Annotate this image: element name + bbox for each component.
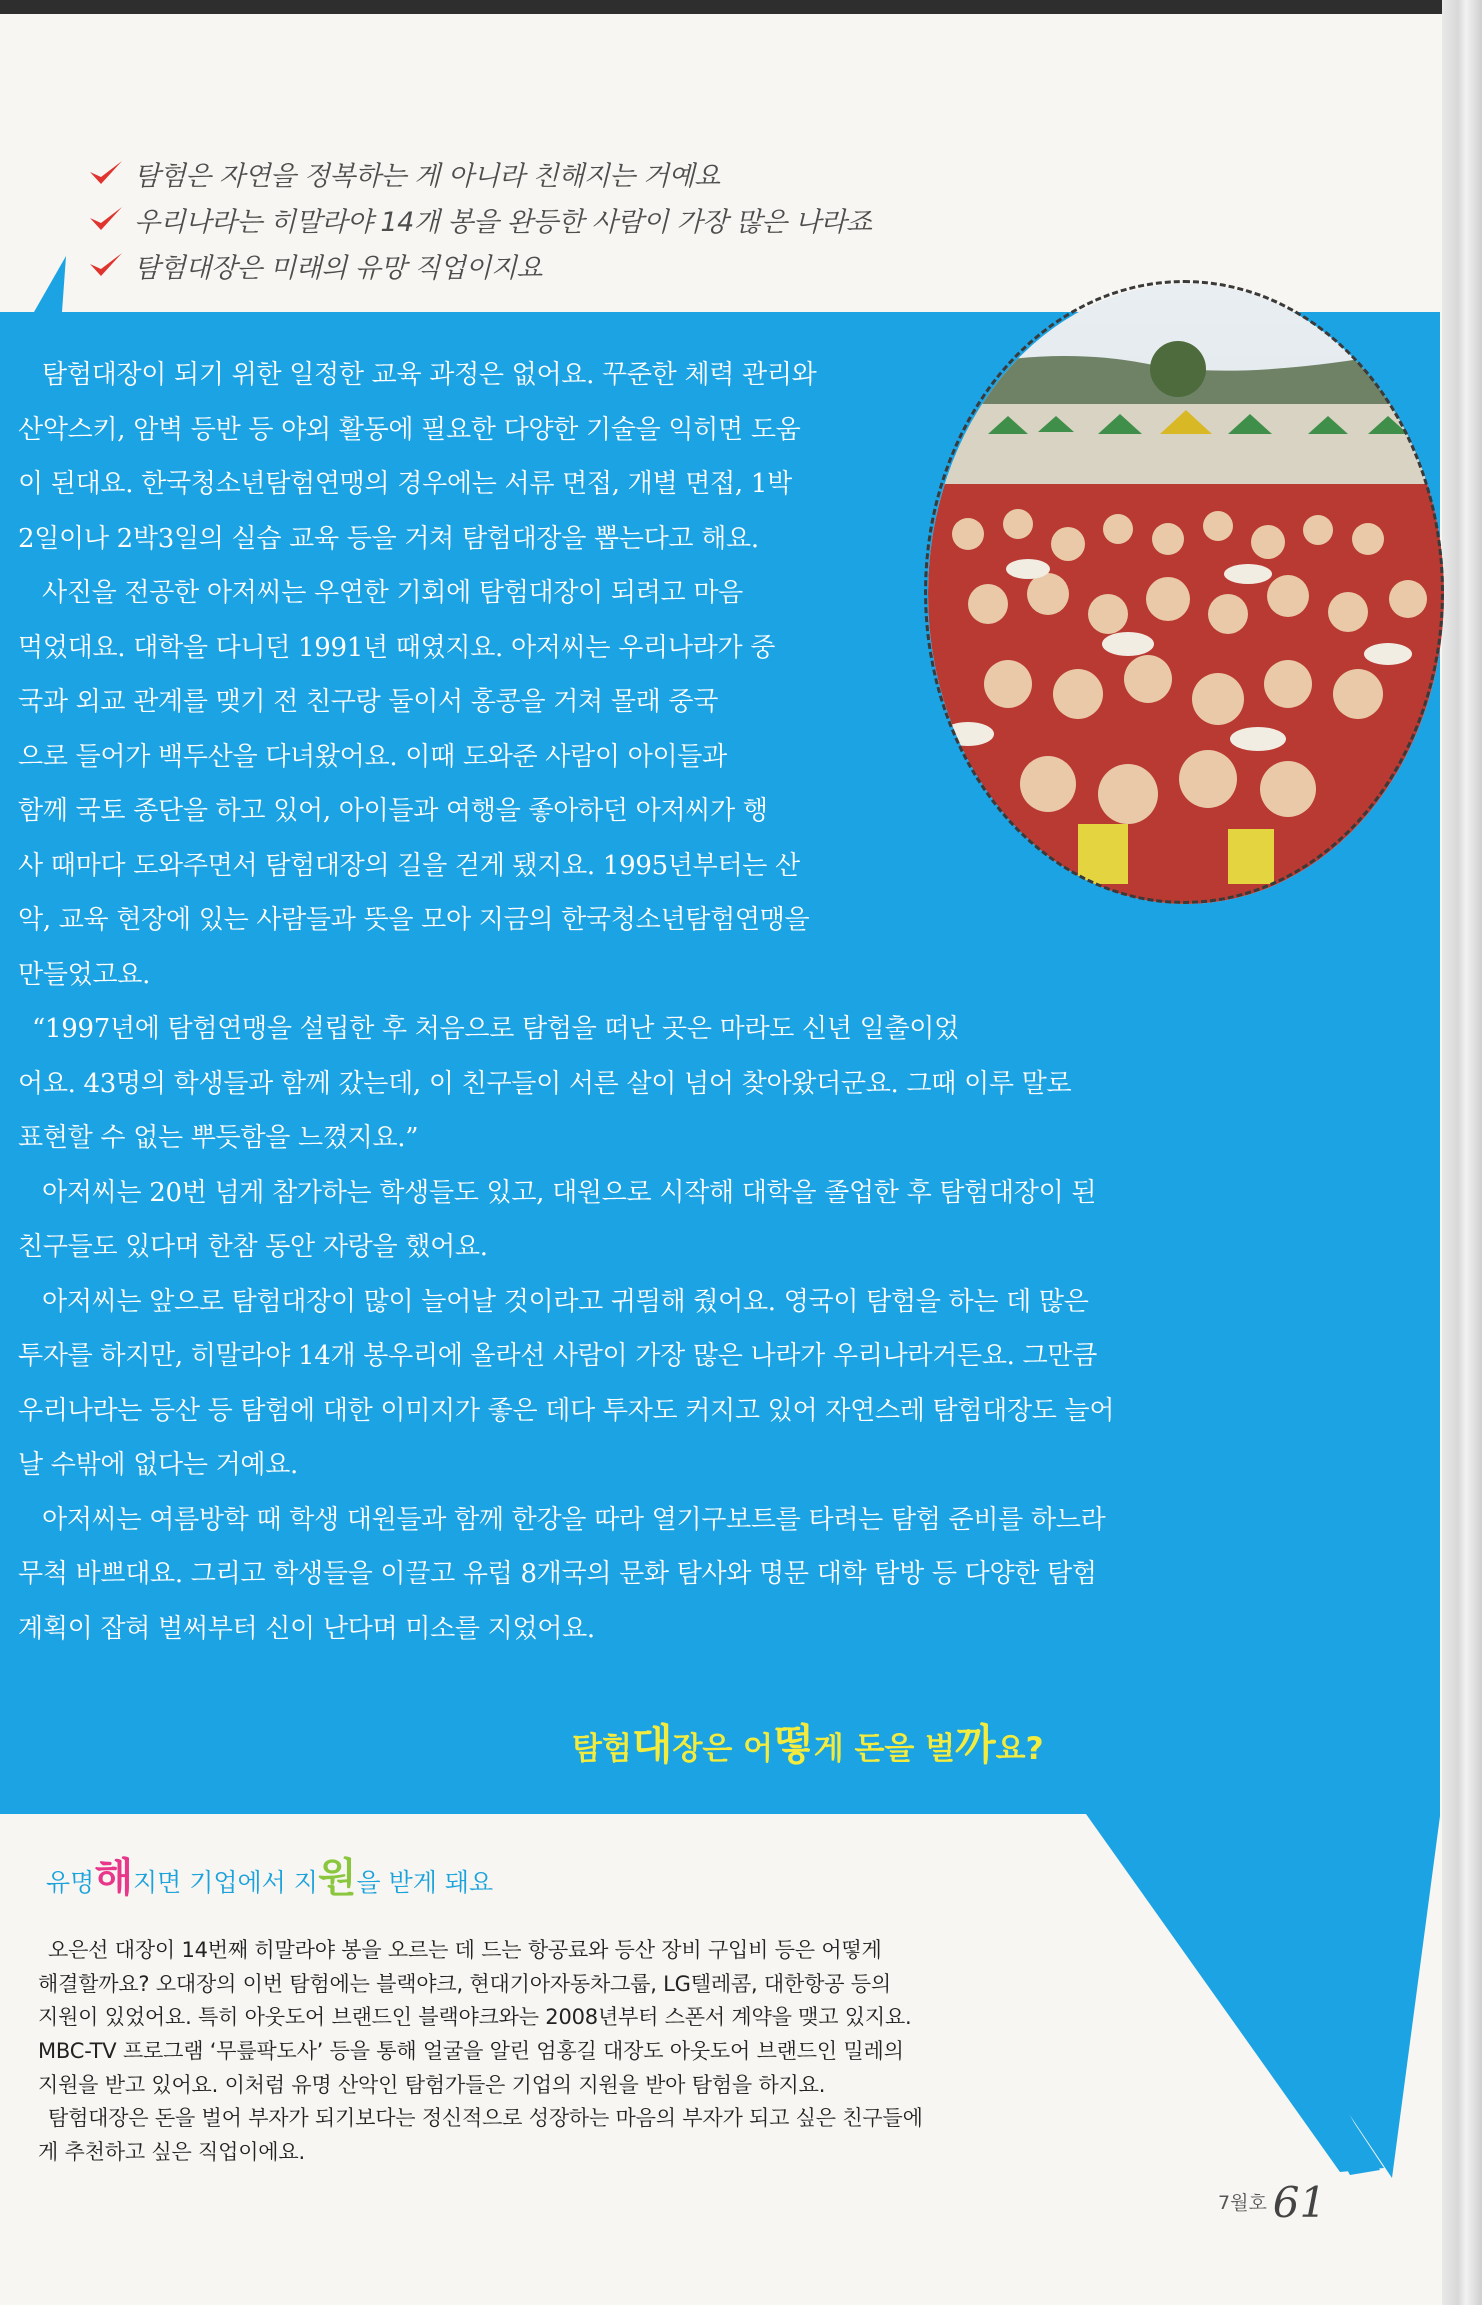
article-line: 아저씨는 여름방학 때 학생 대원들과 함께 한강을 따라 열기구보트를 타려는 탐험 준비를 하느라 [42, 1504, 1106, 1535]
article-line: 사 때마다 도와주면서 탐험대장의 길을 걷게 됐지요. 1995년부터는 산 [18, 850, 800, 881]
article-line: 계획이 잡혀 벌써부터 신이 난다며 미소를 지었어요. [18, 1613, 595, 1644]
list-item [88, 242, 872, 288]
box-body [38, 1934, 1128, 2170]
article-line: 우리나라는 등산 등 탐험에 대한 이미지가 좋은 데다 투자도 커지고 있어 자연스레 탐험대장도 늘어 [18, 1395, 1115, 1426]
key-points-list [88, 150, 872, 288]
list-item [88, 150, 872, 196]
article-line: 아저씨는 20번 넘게 참가하는 학생들도 있고, 대원으로 시작해 대학을 졸업한 후 탐험대장이 된 [42, 1177, 1097, 1208]
article-line: 함께 국토 종단을 하고 있어, 아이들과 여행을 좋아하던 아저씨가 행 [18, 796, 768, 826]
key-point-text: 우리나라는 히말라야 14개 봉을 완등한 사람이 가장 많은 나라죠 [134, 206, 872, 238]
article-line: 무척 바쁘대요. 그리고 학생들을 이끌고 유럽 8개국의 문화 탐사와 명문 대학 탐방 등 다양한 탐험 [18, 1559, 1097, 1589]
key-point-text: 탐험은 자연을 정복하는 게 아니라 친해지는 거예요 [134, 160, 720, 192]
article-line: 2일이나 2박3일의 실습 교육 등을 거쳐 탐험대장을 뽑는다고 해요. [18, 523, 759, 554]
box-line: 오은선 대장이 14번째 히말라야 봉을 오르는 데 드는 항공료와 등산 장비 구입비 등은 어떻게 [48, 1938, 882, 1962]
check-mark-icon [88, 250, 124, 280]
headline-part: 게 돈을 벌 [813, 1731, 956, 1767]
check-mark-icon [88, 204, 124, 234]
check-mark-icon [88, 158, 124, 188]
article-line: 표현할 수 없는 뿌듯함을 느꼈지요.” [18, 1123, 419, 1153]
article-line: 친구들도 있다며 한참 동안 자랑을 했어요. [18, 1232, 488, 1262]
box-line: 탐험대장은 돈을 벌어 부자가 되기보다는 정신적으로 성장하는 마음의 부자가 되고 싶은 친구들에 [48, 2106, 923, 2131]
article-line: “1997년에 탐험연맹을 설립한 후 처음으로 탐험을 떠난 곳은 마라도 신년 일출이었 [32, 1014, 959, 1044]
page-folio [1218, 2178, 1326, 2227]
article-line: 악, 교육 현장에 있는 사람들과 뜻을 모아 지금의 한국청소년탐험연맹을 [18, 905, 810, 935]
issue-label: 7월호 [1218, 2192, 1267, 2214]
headline-part: 탐험 [572, 1731, 632, 1767]
subhead-part: 을 받게 돼요 [356, 1868, 494, 1897]
article-line: 투자를 하지만, 히말라야 14개 봉우리에 올라선 사람이 가장 많은 나라가 우리나라거든요. 그만큼 [18, 1341, 1098, 1371]
key-point-text: 탐험대장은 미래의 유망 직업이지요 [134, 252, 542, 284]
headline-part: 장은 어 [672, 1731, 774, 1767]
article-line: 탐험대장이 되기 위한 일정한 교육 과정은 없어요. 꾸준한 체력 관리와 [42, 360, 817, 390]
article-line: 날 수밖에 없다는 거예요. [18, 1450, 299, 1480]
headline-part: 요? [995, 1731, 1044, 1767]
article-line: 만들었고요. [18, 959, 151, 990]
article-body [18, 348, 1115, 1656]
expedition-photo [928, 284, 1444, 904]
subhead-part: 원 [317, 1855, 357, 1901]
headline-part: 대 [631, 1720, 673, 1769]
article-line: 국과 외교 관계를 맺기 전 친구랑 둘이서 홍콩을 거쳐 몰래 중국 [18, 687, 719, 717]
subhead-part: 지면 기업에서 지 [132, 1868, 318, 1897]
article-line: 아저씨는 앞으로 탐험대장이 많이 늘어날 것이라고 귀띔해 줬어요. 영국이 탐험을 하는 데 많은 [42, 1286, 1089, 1317]
section-headline [572, 1712, 1044, 1772]
article-line: 사진을 전공한 아저씨는 우연한 기회에 탐험대장이 되려고 마음 [42, 578, 743, 608]
box-line: 지원이 있었어요. 특히 아웃도어 브랜드인 블랙야크와는 2008년부터 스폰서 계약을 맺고 있지요. [38, 2005, 912, 2030]
article-line: 으로 들어가 백두산을 다녀왔어요. 이때 도와준 사람이 아이들과 [18, 741, 727, 772]
article-line: 산악스키, 암벽 등반 등 야외 활동에 필요한 다양한 기술을 익히면 도움 [18, 414, 801, 445]
box-subheading [46, 1846, 493, 1903]
page-number: 61 [1272, 2178, 1327, 2227]
box-line: 해결할까요? 오대장의 이번 탐험에는 블랙야크, 현대기아자동차그룹, LG텔레콤, 대한항공 등의 [38, 1971, 891, 1996]
headline-part: 까 [955, 1720, 996, 1769]
headline-part: 떻 [773, 1720, 814, 1769]
subhead-part: 해 [94, 1855, 133, 1901]
box-line: MBC-TV 프로그램 ‘무릎팍도사’ 등을 통해 얼굴을 알린 엄홍길 대장도 아웃도어 브랜드인 밀레의 [38, 2039, 904, 2064]
article-line: 어요. 43명의 학생들과 함께 갔는데, 이 친구들이 서른 살이 넘어 찾아왔더군요. 그때 이루 말로 [18, 1068, 1072, 1099]
list-item [88, 196, 872, 242]
subhead-part: 유명 [46, 1868, 95, 1897]
article-line: 이 된대요. 한국청소년탐험연맹의 경우에는 서류 면접, 개별 면접, 1박 [18, 469, 792, 499]
box-line: 지원을 받고 있어요. 이처럼 유명 산악인 탐험가들은 기업의 지원을 받아 탐험을 하지요. [38, 2072, 826, 2097]
box-line: 게 추천하고 싶은 직업이에요. [38, 2140, 305, 2165]
article-line: 먹었대요. 대학을 다니던 1991년 때였지요. 아저씨는 우리나라가 중 [18, 632, 776, 663]
expedition-group-photo [928, 284, 1444, 904]
